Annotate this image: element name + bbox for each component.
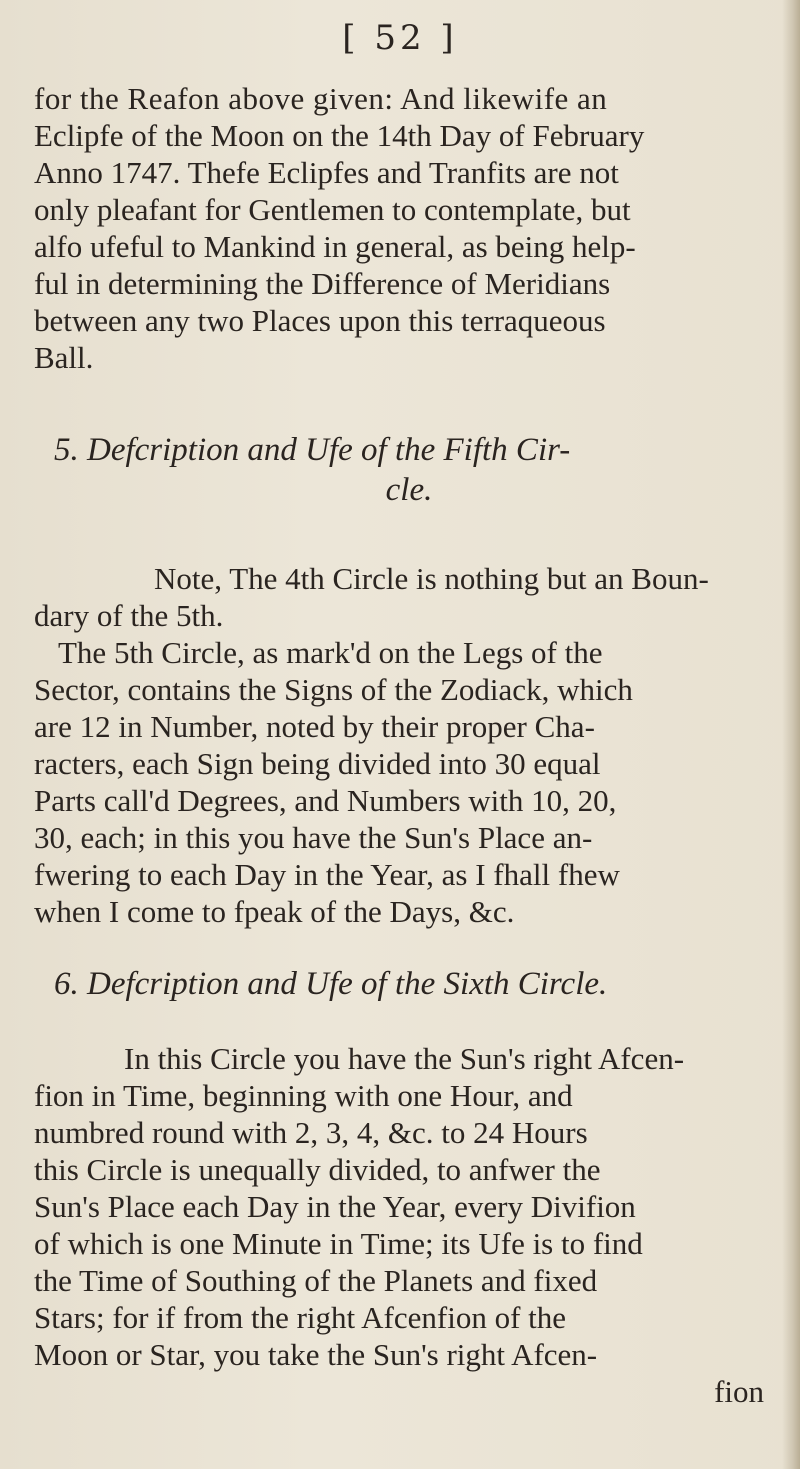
text-line: Note, The 4th Circle is nothing but an Boun- [154, 561, 709, 596]
paragraph-fifth-circle [34, 560, 784, 930]
paragraph-sixth-circle [34, 1040, 784, 1410]
text-line: Moon or Star, you take the Sun's right Afcen- [34, 1337, 598, 1372]
text-line: Sector, contains the Signs of the Zodiack, which [34, 672, 633, 707]
text-line: dary of the 5th. [34, 598, 224, 633]
text-line: when I come to fpeak of the Days, &c. [34, 894, 515, 929]
text-line: Stars; for if from the right Afcenfion of the [34, 1300, 567, 1335]
text-line: racters, each Sign being divided into 30 equal [34, 746, 601, 781]
section-heading-5 [34, 430, 784, 510]
text-line: fion in Time, beginning with one Hour, and [34, 1078, 573, 1113]
text-line: only pleafant for Gentlemen to contemplate, but [34, 192, 631, 227]
text-line: The 5th Circle, as mark'd on the Legs of the [58, 635, 603, 670]
catchword: fion [714, 1374, 764, 1409]
paragraph-eclipses [34, 80, 784, 376]
heading-line: cle. [385, 472, 433, 508]
page-edge-shadow [782, 0, 800, 1469]
text-line: between any two Places upon this terraqueous [34, 303, 606, 338]
text-line: numbred round with 2, 3, 4, &c. to 24 Hours [34, 1115, 588, 1150]
text-line: the Time of Southing of the Planets and fixed [34, 1263, 598, 1298]
heading-line: 5. Defcription and Ufe of the Fifth Cir- [54, 432, 571, 468]
text-line: 30, each; in this you have the Sun's Place an- [34, 820, 593, 855]
text-line: In this Circle you have the Sun's right Afcen- [124, 1041, 685, 1076]
text-line: alfo ufeful to Mankind in general, as being help- [34, 229, 636, 264]
text-line: are 12 in Number, noted by their proper Cha- [34, 709, 595, 744]
text-line: Sun's Place each Day in the Year, every Divifion [34, 1189, 636, 1224]
text-line: Eclipfe of the Moon on the 14th Day of February [34, 118, 645, 153]
text-line: Anno 1747. Thefe Eclipfes and Tranfits are not [34, 155, 619, 190]
text-line: for the Reafon above given: And likewife an [34, 81, 608, 116]
heading-line: 6. Defcription and Ufe of the Sixth Circle. [54, 966, 608, 1002]
text-line: Ball. [34, 340, 94, 375]
text-line: of which is one Minute in Time; its Ufe is to find [34, 1226, 643, 1261]
section-heading-6 [34, 964, 784, 1004]
text-line: ful in determining the Difference of Meridians [34, 266, 611, 301]
text-line: Parts call'd Degrees, and Numbers with 10, 20, [34, 783, 617, 818]
text-line: this Circle is unequally divided, to anfwer the [34, 1152, 601, 1187]
page-number: [ 52 ] [342, 18, 458, 58]
text-line: fwering to each Day in the Year, as I fhall fhew [34, 857, 620, 892]
